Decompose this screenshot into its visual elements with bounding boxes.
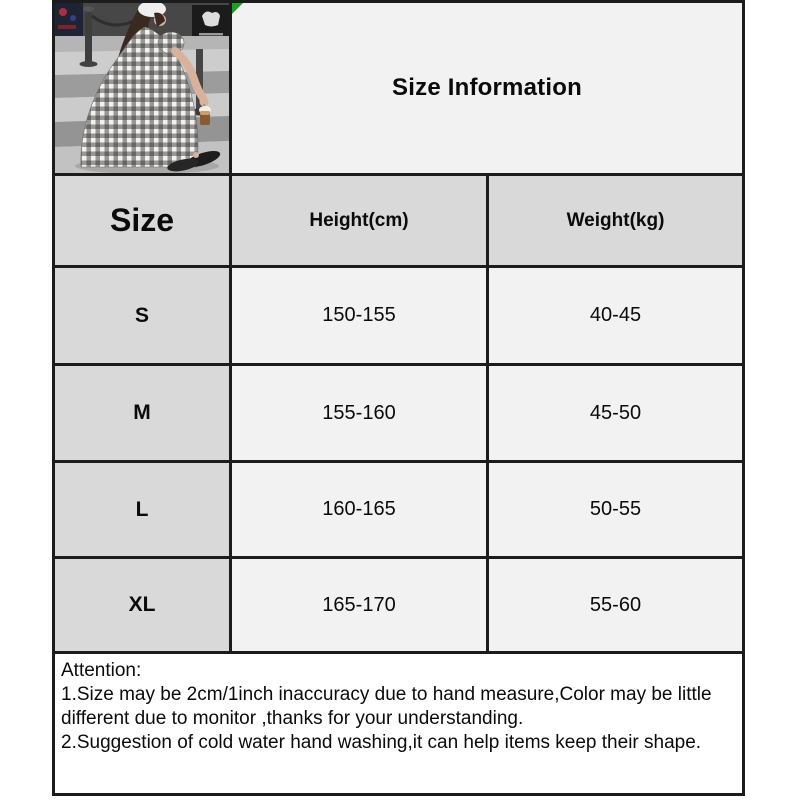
column-header-weight: Weight(kg): [489, 176, 742, 265]
row-xl-size-label: XL: [55, 559, 229, 651]
row-s-weight-value: 40-45: [489, 268, 742, 363]
attention-heading: Attention:: [61, 660, 142, 681]
row-m-size-label: M: [55, 366, 229, 460]
green-corner-marker-icon: [232, 3, 243, 14]
row-xl-weight-value: 55-60: [489, 559, 742, 651]
row-m-weight-value: 45-50: [489, 366, 742, 460]
row-xl-height-value: 165-170: [232, 559, 486, 651]
column-header-size: Size: [55, 176, 229, 265]
column-header-height: Height(cm): [232, 176, 486, 265]
attention-box: [55, 654, 742, 793]
row-s-height-value: 150-155: [232, 268, 486, 363]
iced-drink: [199, 104, 211, 125]
row-s-size-label: S: [55, 268, 229, 363]
size-information-banner: [232, 3, 742, 173]
row-l-height-value: 160-165: [232, 463, 486, 556]
row-m-height-value: 155-160: [232, 366, 486, 460]
row-l-weight-value: 50-55: [489, 463, 742, 556]
shop-window: [55, 3, 83, 36]
attention-note-1: 1.Size may be 2cm/1inch inaccuracy due to hand measure,Color may be little different due to monitor ,thanks for your understanding.: [61, 684, 712, 729]
size-chart-sheet: [52, 0, 745, 796]
row-l-size-label: L: [55, 463, 229, 556]
banner-title: Size Information: [392, 74, 582, 101]
product-photo-illustration: [55, 3, 229, 173]
product-photo: [55, 3, 229, 173]
attention-note-2: 2.Suggestion of cold water hand washing,it can help items keep their shape.: [61, 732, 702, 753]
